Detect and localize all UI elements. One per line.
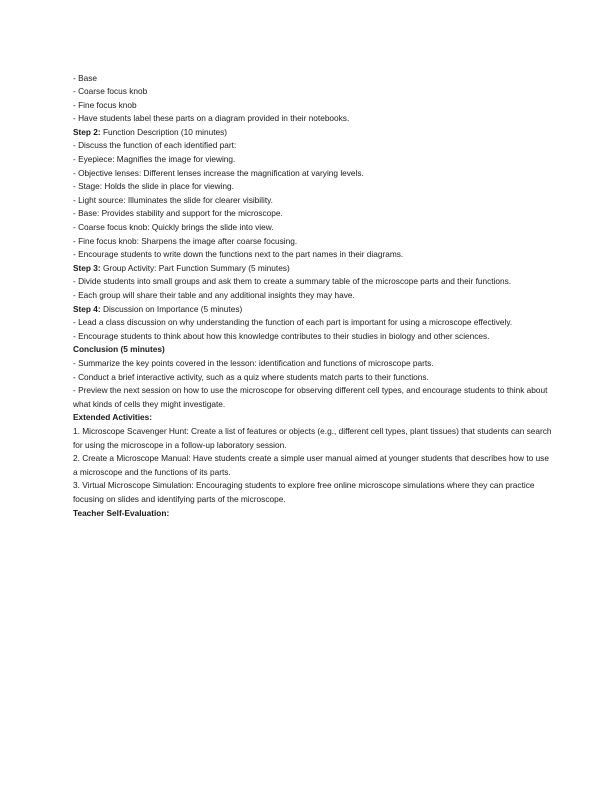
list-item: - Each group will share their table and any additional insights they may have.: [73, 290, 355, 300]
list-item: - Stage: Holds the slide in place for viewing.: [73, 181, 234, 192]
teacher-self-evaluation-heading: Teacher Self-Evaluation:: [73, 507, 170, 518]
list-item: - Have students label these parts on a diagram provided in their notebooks.: [73, 113, 350, 124]
list-item: - Base: [73, 72, 97, 83]
step-3-title: Group Activity: Part Function Summary (5 minutes): [100, 262, 290, 273]
step-2-heading: [73, 126, 553, 140]
list-item: - Conduct a brief interactive activity, such as a quiz where students match parts to their functions.: [73, 371, 429, 382]
list-item: - Summarize the key points covered in the lesson: identification and functions of microscope parts.: [73, 357, 434, 368]
document-body: [73, 72, 553, 521]
list-item: 2. Create a Microscope Manual: Have students create a simple user manual aimed at younger students that describes how to use a microscope and the functions of its parts.: [73, 453, 549, 477]
list-item: - Encourage students to write down the functions next to the part names in their diagrams.: [73, 249, 404, 260]
list-item: - Coarse focus knob: Quickly brings the slide into view.: [73, 222, 274, 233]
list-item: - Preview the next session on how to use the microscope for observing different cell types, and encourage students to think about what kinds of cells they might investigate.: [73, 385, 548, 409]
list-item: 1. Microscope Scavenger Hunt: Create a list of features or objects (e.g., different cell types, plant tissues) that students can search for using the microscope in a follow-up laboratory session.: [73, 425, 552, 450]
list-item: 3. Virtual Microscope Simulation: Encouraging students to explore free online microscope simulations where they can practice focusing on slides and identifying parts of the microscope.: [73, 480, 535, 504]
list-item: - Lead a class discussion on why understanding the function of each part is important for using a microscope effectively.: [73, 317, 513, 328]
step-2-title: Function Description (10 minutes): [100, 126, 228, 137]
list-item: - Encourage students to think about how this knowledge contributes to their studies in biology and other sciences.: [73, 330, 490, 341]
step-4-label: Step 4:: [73, 303, 101, 314]
conclusion-heading: Conclusion (5 minutes): [73, 344, 165, 355]
list-item: - Coarse focus knob: [73, 86, 148, 97]
list-item: - Divide students into small groups and ask them to create a summary table of the microscope parts and their functions.: [73, 276, 512, 287]
list-item: - Base: Provides stability and support for the microscope.: [73, 208, 283, 219]
step-3-label: Step 3:: [73, 262, 101, 273]
extended-activities-heading: Extended Activities:: [73, 412, 152, 423]
list-item: - Discuss the function of each identified part:: [73, 140, 237, 151]
list-item: - Objective lenses: Different lenses increase the magnification at varying levels.: [73, 167, 364, 178]
list-item: - Light source: Illuminates the slide for clearer visibility.: [73, 194, 273, 205]
list-item: - Fine focus knob: Sharpens the image after coarse focusing.: [73, 235, 298, 246]
step-4-heading: [73, 303, 553, 317]
list-item: - Fine focus knob: [73, 99, 137, 110]
step-4-title: Discussion on Importance (5 minutes): [100, 303, 243, 314]
step-2-label: Step 2:: [73, 126, 101, 137]
step-3-heading: [73, 262, 553, 276]
list-item: - Eyepiece: Magnifies the image for viewing.: [73, 154, 236, 165]
